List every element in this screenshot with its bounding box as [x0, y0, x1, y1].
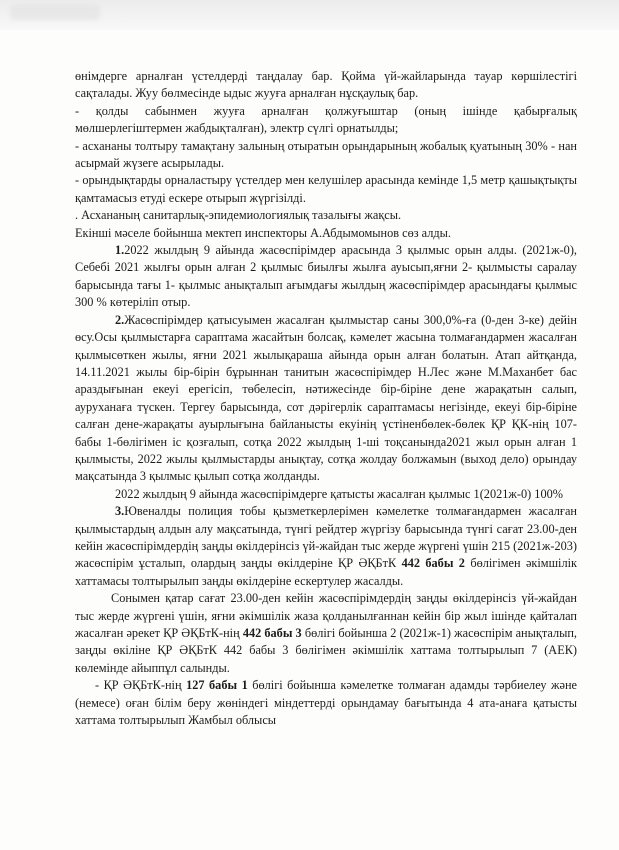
- paragraph-1: [75, 242, 577, 312]
- paragraph-5: [75, 677, 577, 729]
- paragraph: өнімдерге арналған үстелдерді таңдалау бар. Қойма үй-жайларында тауар көршілестігі сақталады. Жуу бөлмесінде ыдыс жууға арналған нұсқаулық бар.: [75, 69, 577, 101]
- item-number: 3.: [115, 504, 125, 519]
- paragraph-text: Жасөспірімдер қатысуымен жасалған қылмыстар саны 300,0%-ға (0-ден 3-ке) дейін өсу.Осы қылмыстарға сараптама жасайтын болсақ, кәмелет жасына толмағандармен жасалған қылмысөткен жылы, яғни 2021 жылықараша айында орын алған болатын. Атап айтқанда, 14.11.2021 жылы бір-бірін бұрыннан танитын жасөспірімдер Н.Лес және М.Маханбет бас араздығынан екеуі ерегісіп, төбелесіп, нәтижесінде бір-біріне дене жарақатын салып, ауруханаға түскен. Тергеу барысында, сот дәрігерлік сараптамасы негізінде, екеуі бір-біріне салған дене-жарақаты ауырлығына байланысты екуінің үстіненбөлек-бөлек ҚР ҚК-нің 107-бабы 1-бөлігімен іс қозғалып, сотқа 2022 жылдың 1-ші тоқсанында2021 жыл орын алған 1 қылмысты, 2022 жылы қылмыстарды анықтау, сотқа жолдау болжамын (выход дело) орындау мақсатында 3 қылмыс қылып сотқа жолданды.: [75, 312, 577, 484]
- paragraph-text: - ҚР ӘҚБтК-нің: [95, 678, 182, 693]
- paragraph: . Асхананың санитарлық-эпидемиологиялық тазалығы жақсы.: [75, 208, 402, 223]
- paragraph-text: 2022 жылдың 9 айында жасөспірімдер арасында 3 қылмыс орын алды. (2021ж-0), Себебі 2021 жылғы орын алған 2 қылмыс биылғы жылға ауысып,яғни 2- қылмысты саралау барысында тағы 1- қылмыс анықталып ағымдағы жылдың жасөспірімдер арасындағы қылмыс 300 % көтеріліп отыр.: [75, 243, 577, 310]
- paragraph-text: Ювеналды полиция тобы қызметкерлерімен кәмелетке толмағандармен жасалған қылмыстардың алдын алу мақсатында, түнгі рейдтер жүргізу барысында түнгі сағат 23.00-ден кейін жасөспірімдердің заңды өкілдерінсіз үй-жайдан тыс жерде жүргені үшін 215 (2021ж-203) жасөспірім ұсталып, олардың заңды өкілдеріне ҚР ӘҚБтК: [75, 504, 577, 571]
- item-number: 1.: [115, 243, 125, 258]
- article-ref: 442 бабы 2: [401, 556, 465, 571]
- paragraph: - орындықтарды орналастыру үстелдер мен келушілер арасында кемінде 1,5 метр қашықтықты қамтамасыз етуді ескере отырып жүргізілді.: [75, 173, 577, 205]
- paragraph-text: бөлігі бойынша 2 (2021ж-1) жасөспірім анықталып, заңды өкіліне ҚР ӘҚБтК 442 бабы 3 бөлігімен әкімшілік хаттама толтырылып 7 (АЕК) көлемінде айыппұл салынды.: [75, 626, 578, 675]
- article-ref: 442 бабы 3: [242, 626, 302, 640]
- scan-top-band: [0, 0, 619, 30]
- paragraph-text: бөлігі бойынша кәмелетке толмаған адамды тәрбиелеу және (немесе) оған білім беру жөніндегі міндеттерді орындамау бағытында 4 ата-анаға қатысты хаттама толтырылып Жамбыл облысы: [75, 678, 577, 728]
- paragraph-3: [75, 503, 577, 590]
- scan-smudge: [10, 4, 100, 20]
- document-body: [75, 68, 577, 729]
- paragraph: Екінші мәселе бойынша мектеп инспекторы А.Абдымомынов сөз алды.: [75, 225, 451, 240]
- paragraph: 2022 жылдың 9 айында жасөспірімдерге қатысты жасалған қылмыс 1(2021ж-0) 100%: [115, 486, 563, 501]
- paragraph-2: [75, 312, 577, 486]
- paragraph: - қолды сабынмен жууға арналған қолжуғыштар (оның ішінде қабырғалық мөлшерлегіштермен жабдықталған), электр сүлгі орнатылды;: [75, 103, 577, 136]
- paragraph-text: бөлігімен әкімшілік хаттамасы толтырылып заңды өкілдеріне ескертулер жасалды.: [75, 556, 577, 588]
- item-number: 2.: [115, 312, 125, 327]
- paragraph-text: Сонымен қатар сағат 23.00-ден кейін жасөспірімдердің заңды өкілдерінсіз үй-жайдан тыс жерде жүргені үшін, яғни әкімшілік жаза қолданылғаннан кейін бір жыл ішінде қайталап жасалған әрекет ҚР ӘҚБтК-нің: [75, 591, 577, 640]
- article-ref: 127 бабы 1: [186, 678, 248, 693]
- paragraph: - асхананы толтыру тамақтану залының отыратын орындарының жобалық қуатының 30% - нан асырмай жүзеге асырылады.: [75, 138, 577, 171]
- paragraph-4: [75, 590, 577, 677]
